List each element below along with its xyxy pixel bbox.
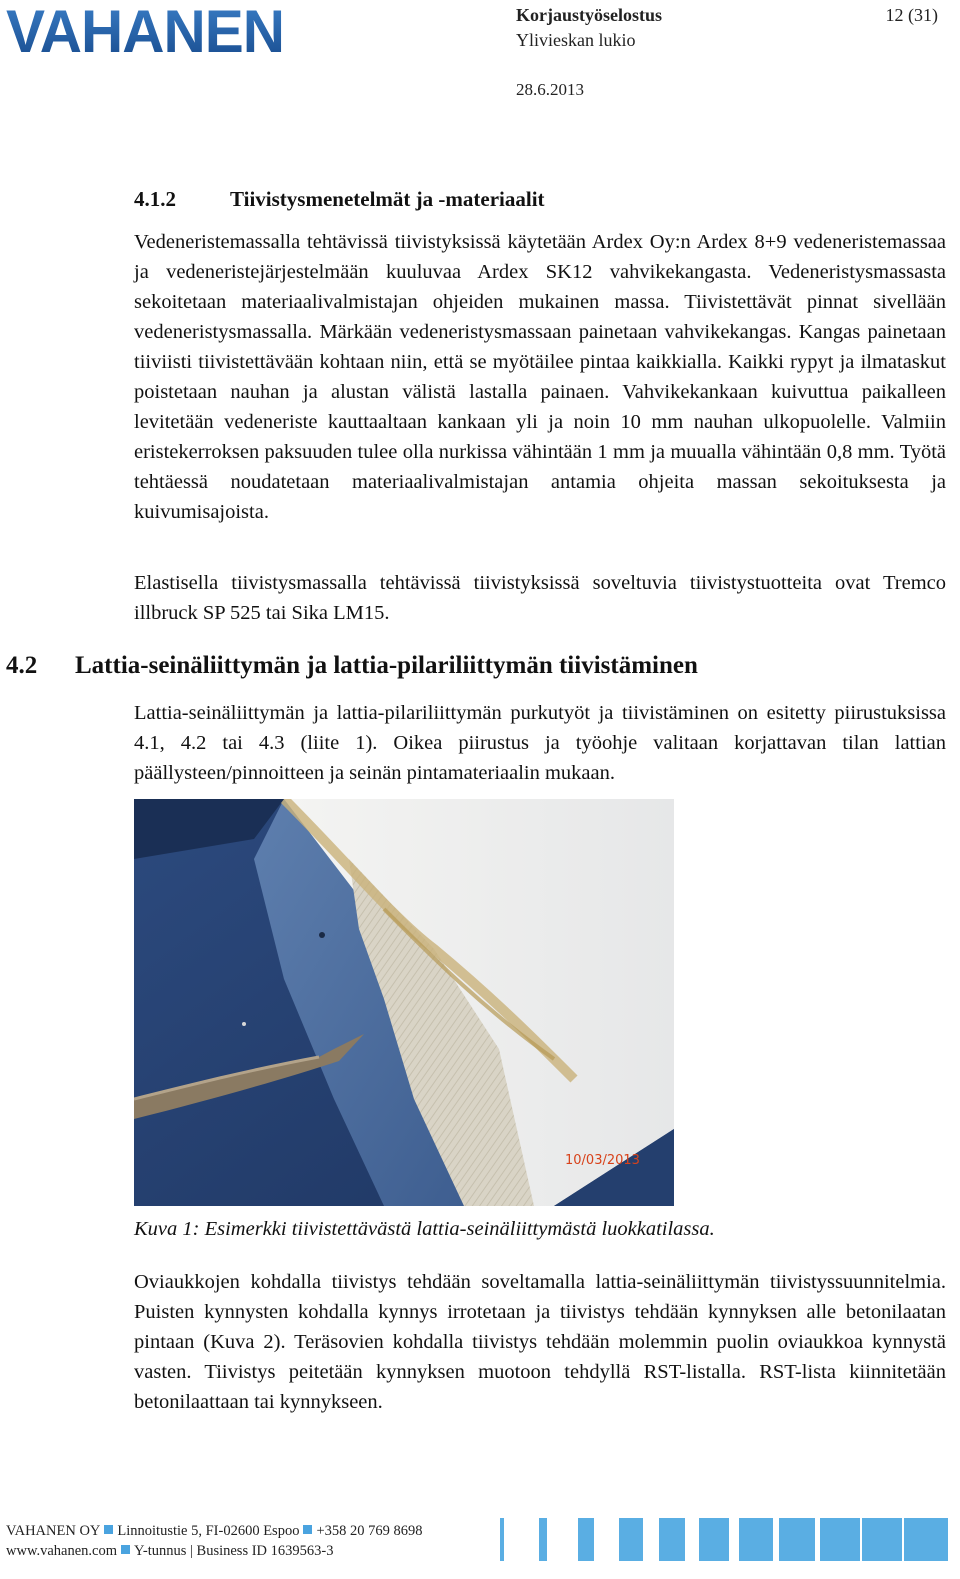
section-heading-4-1-2	[134, 187, 545, 212]
photo-illustration	[134, 799, 674, 1206]
vahanen-logo-graphic	[6, 2, 286, 58]
section-number: 4.1.2	[134, 187, 176, 211]
paragraph-doorways: Oviaukkojen kohdalla tiivistys tehdään soveltamalla lattia-seinäliittymän tiivistyssuunnitelmia. Puisten kynnysten kohdalla kynnys irrotetaan ja tiivistys tehdään kynnyksen alle betonilaatan pintaan (Kuva 2). Teräsovien kohdalla tiivistys tehdään molemmin puolin oviaukkoa kynnystä vasten. Tiivistys peitetään kynnyksen muotoon tehdyllä RST-listalla. RST-lista kiinnitetään betonilaattaan tai kynnykseen.	[134, 1271, 946, 1413]
vahanen-logo	[6, 2, 286, 58]
footer-bar	[820, 1518, 860, 1561]
footer-bar	[739, 1518, 773, 1561]
footer-bar	[578, 1518, 594, 1561]
footer-business-id: Y-tunnus | Business ID 1639563-3	[134, 1543, 334, 1559]
footer-bar	[500, 1518, 504, 1561]
paragraph-elastic-sealants: Elastisella tiivistysmassalla tehtävissä tiivistyksissä soveltuvia tiivistystuotteita ovat Tremco illbruck SP 525 tai Sika LM15.	[134, 572, 946, 624]
footer-bar	[904, 1518, 948, 1561]
footer-decorative-bars	[0, 1518, 960, 1561]
footer-bar	[619, 1518, 643, 1561]
paragraph-drawings: Lattia-seinäliittymän ja lattia-pilariliittymän purkutyöt ja tiivistäminen on esitetty piirustuksissa 4.1, 4.2 tai 4.3 (liite 1). Oikea piirustus ja työohje valitaan korjattavan tilan lattian päällysteen/pinnoitteen ja seinän pintamateriaalin mukaan.	[134, 702, 946, 784]
figure-caption: Kuva 1: Esimerkki tiivistettävästä lattia-seinäliittymästä luokkatilassa.	[134, 1218, 715, 1240]
section-title: Tiivistysmenetelmät ja -materiaalit	[230, 187, 545, 211]
footer-bar	[699, 1518, 729, 1561]
document-subtitle: Ylivieskan lukio	[516, 30, 636, 50]
section-heading-4-2	[6, 652, 698, 680]
page-number: 12 (31)	[885, 5, 938, 25]
photo-floor-wall-joint	[134, 799, 674, 1206]
document-date: 28.6.2013	[516, 80, 584, 99]
logo-text: VAHANEN	[6, 2, 284, 58]
footer-bar	[862, 1518, 902, 1561]
footer-bar	[659, 1518, 685, 1561]
photo-timestamp: 10/03/2013	[565, 1153, 640, 1168]
paragraph-materials: Vedeneristemassalla tehtävissä tiivistyksissä käytetään Ardex Oy:n Ardex 8+9 vedeneristemassaa ja vedeneristejärjestelmään kuuluvaa Ardex SK12 vahvikekangasta. Vedeneristysmassasta sekoitetaan materiaalivalmistajan ohjeiden mukainen massa. Tiivistettävät pinnat sivellään vedeneristysmassalla. Märkään vedeneristysmassaan painetaan vahvikekangas. Kangas painetaan tiiviisti tiivistettävään kohtaan niin, että se myötäilee pintaa kaikkialla. Kaikki rypyt ja ilmataskut poistetaan nauhan ja alustan välistä lastalla painaen. Vahvikekankaan kuivuttua paikalleen levitetään vedeneriste kauttaaltaan kankaan yli ja noin 10 mm nauhan ulkopuolelle. Valmiin eristekerroksen paksuuden tulee olla nurkissa vähintään 1 mm ja muualla vähintään 0,8 mm. Työtä tehtäessä noudatetaan materiaalivalmistajan antamia ohjeita massan sekoituksesta ja kuivumisajoista.	[134, 231, 946, 523]
section-title: Lattia-seinäliittymän ja lattia-pilariliittymän tiivistäminen	[75, 652, 698, 679]
section-number: 4.2	[6, 652, 38, 679]
footer-phone: +358 20 769 8698	[316, 1523, 423, 1539]
document-title: Korjaustyöselostus	[516, 5, 663, 25]
footer-address: Linnoitustie 5, FI-02600 Espoo	[117, 1523, 300, 1539]
footer-bar	[779, 1518, 815, 1561]
footer-bar	[539, 1518, 547, 1561]
footer-website: www.vahanen.com	[6, 1543, 117, 1559]
footer-company: VAHANEN OY	[6, 1523, 101, 1539]
